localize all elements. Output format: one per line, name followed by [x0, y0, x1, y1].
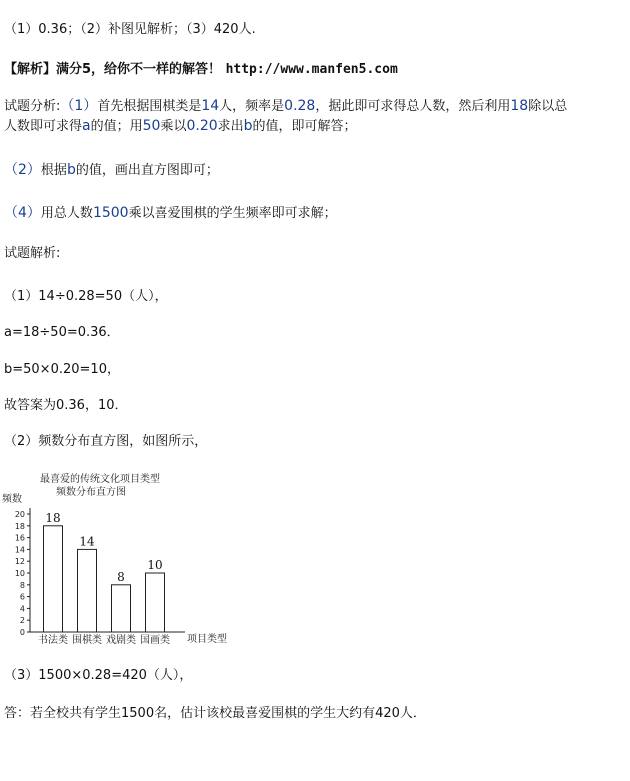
solution-final-answer: 答：若全校共有学生1500名，估计该校最喜爱围棋的学生大约有420人． [4, 706, 426, 721]
histogram-figure [0, 470, 250, 645]
solution-heading: 试题解析: [4, 246, 61, 261]
y-tick-label: 6 [19, 592, 25, 602]
histogram-svg [0, 470, 250, 645]
category-label: 国画类 [140, 635, 170, 645]
bar [112, 585, 131, 632]
category-label: 戏剧类 [106, 635, 136, 645]
solution-step-a: a=18÷50=0.36． [4, 325, 120, 340]
analysis-header [4, 60, 398, 80]
y-tick-label: 8 [19, 580, 25, 590]
answers-line: （1）0.36；（2）补图见解析；（3）420人. [4, 22, 256, 37]
solution-step-b: b=50×0.20=10， [4, 362, 120, 377]
x-axis-label: 项目类型 [187, 634, 227, 645]
bar [44, 526, 63, 632]
y-tick-label: 18 [14, 521, 25, 531]
category-label: 书法类 [38, 635, 68, 645]
y-tick-label: 4 [19, 604, 25, 614]
y-tick-label: 0 [19, 628, 25, 637]
y-tick-label: 12 [14, 557, 25, 567]
y-axis-label: 频数 [2, 494, 22, 505]
bar [78, 549, 97, 632]
category-label: 围棋类 [72, 635, 102, 645]
bar [146, 573, 165, 632]
solution-step-1: （1）14÷0.28=50（人）， [4, 289, 168, 304]
analysis-p4: （4）用总人数1500乘以喜爱围棋的学生频率即可求解； [4, 205, 337, 221]
chart-subtitle: 频数分布直方图 [56, 487, 126, 498]
header-url: http://www.manfen5.com [225, 62, 398, 77]
y-tick-label: 20 [14, 510, 25, 519]
y-tick-label: 10 [14, 569, 25, 578]
analysis-p2: （2）根据b的值，画出直方图即可； [4, 162, 219, 178]
bar-value-label: 14 [79, 534, 95, 549]
bar-value-label: 8 [117, 569, 125, 584]
chart-title: 最喜爱的传统文化项目类型 [40, 474, 160, 485]
analysis-p1: 试题分析:（1）首先根据围棋类是14人，频率是0.28，据此即可求得总人数，然后利用18除以总 [4, 98, 568, 114]
y-tick-label: 14 [14, 545, 25, 555]
analysis-p1-cont: 人数即可求得a的值；用50乘以0.20求出b的值，即可解答； [4, 118, 357, 134]
y-tick-label: 16 [14, 533, 25, 543]
header-label: 【解析】满分5，给你不一样的解答！ [4, 62, 222, 77]
y-tick-label: 2 [19, 616, 25, 626]
bar-value-label: 18 [45, 510, 61, 525]
solution-answer-1: 故答案为0.36，10． [4, 398, 128, 413]
solution-step-3: （3）1500×0.28=420（人）， [4, 668, 193, 683]
solution-step-2: （2）频数分布直方图，如图所示， [4, 434, 208, 449]
bar-value-label: 10 [147, 558, 163, 572]
